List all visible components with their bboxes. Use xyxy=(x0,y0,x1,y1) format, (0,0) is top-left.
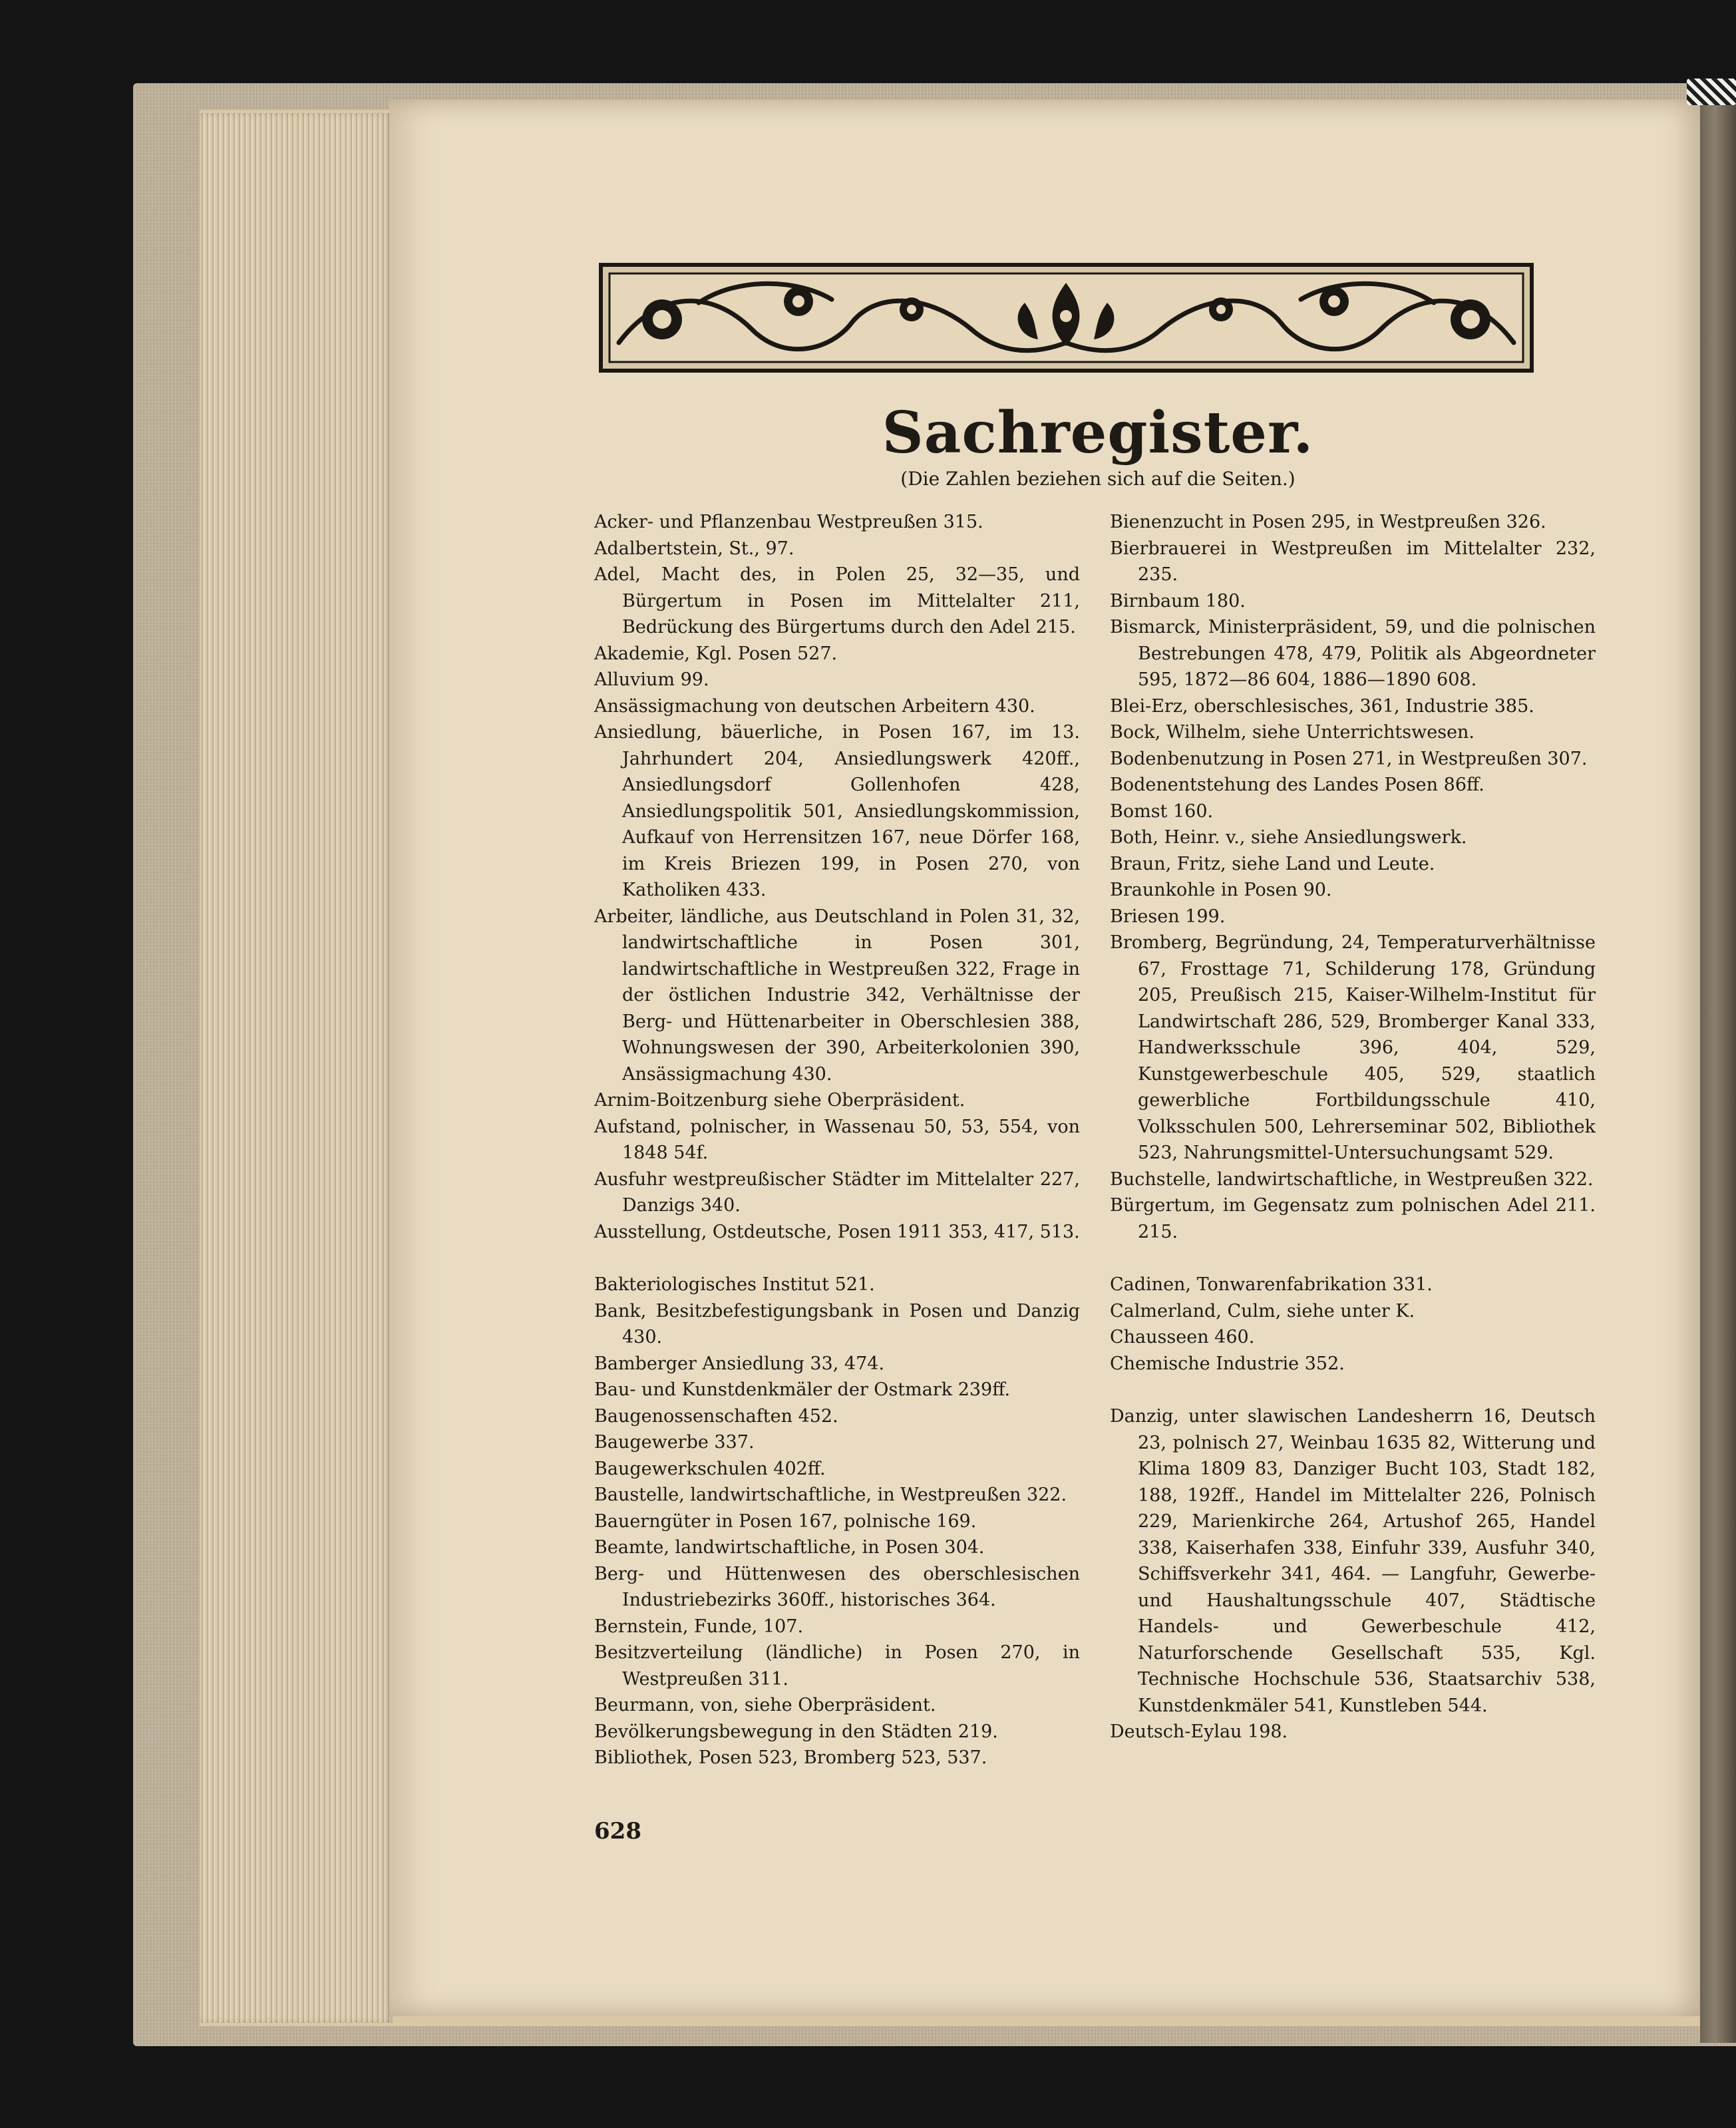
page-title: Sachregister. xyxy=(882,399,1314,466)
index-entry: Bamberger Ansiedlung 33, 474. xyxy=(594,1353,885,1374)
index-entry: Aufstand, polnischer, in Wassenau 50, 53, 554, von 1848 54f. xyxy=(594,1116,1080,1163)
index-entry: Birnbaum 180. xyxy=(1110,590,1246,612)
page-edges xyxy=(200,113,393,2023)
index-entry: Ansiedlung, bäuerliche, in Posen 167, im 13. Jahrhundert 204, Ansiedlungswerk 420ff., Ansiedlungsdorf Gollenhofen 428, Ansiedlungspolitik 501, Ansiedlungskommission, Aufkauf von Herrensitzen 167, neue Dörfer 168, im Kreis Briezen 199, in Posen 270, von Katholiken 433. xyxy=(594,722,1080,900)
page-number: 628 xyxy=(594,1818,641,1845)
index-entry: Bienenzucht in Posen 295, in Westpreußen 326. xyxy=(1110,512,1546,532)
index-entry: Acker- und Pflanzenbau Westpreußen 315. xyxy=(594,512,983,532)
index-entry: Ansässigmachung von deutschen Arbeitern 430. xyxy=(594,695,1035,717)
index-entry: Akademie, Kgl. Posen 527. xyxy=(594,643,838,664)
index-entry: Ausstellung, Ostdeutsche, Posen 1911 353, 417, 513. xyxy=(594,1221,1080,1242)
index-entry: Bernstein, Funde, 107. xyxy=(594,1616,804,1637)
index-entry: Bock, Wilhelm, siehe Unterrichtswesen. xyxy=(1110,722,1475,743)
index-entry: Both, Heinr. v., siehe Ansiedlungswerk. xyxy=(1110,827,1467,848)
index-entry: Arnim-Boitzenburg siehe Oberpräsident. xyxy=(594,1090,965,1111)
index-column-right xyxy=(1110,509,1596,1745)
index-entry: Besitzverteilung (ländliche) in Posen 270, in Westpreußen 311. xyxy=(594,1642,1080,1689)
bookmark-ribbon xyxy=(1687,79,1736,105)
index-entry: Calmerland, Culm, siehe unter K. xyxy=(1110,1300,1415,1322)
index-entry: Arbeiter, ländliche, aus Deutschland in Polen 31, 32, landwirtschaftliche in Posen 301, landwirtschaftliche in Westpreußen 322, Frage in der östlichen Industrie 342, Verhältnisse der Berg- und Hüttenarbeiter in Oberschlesien 388, Wohnungswesen der 390, Arbeiterkolonien 390, Ansässigmachung 430. xyxy=(594,906,1080,1085)
index-entry: Buchstelle, landwirtschaftliche, in Westpreußen 322. xyxy=(1110,1168,1594,1190)
index-entry: Deutsch-Eylau 198. xyxy=(1110,1721,1288,1742)
index-entry: Braun, Fritz, siehe Land und Leute. xyxy=(1110,853,1435,874)
index-entry: Beurmann, von, siehe Oberpräsident. xyxy=(594,1695,936,1715)
index-entry: Ausfuhr westpreußischer Städter im Mittelalter 227, Danzigs 340. xyxy=(594,1168,1080,1216)
index-column-left xyxy=(594,509,1080,1771)
index-entry: Bürgertum, im Gegensatz zum polnischen Adel 211. 215. xyxy=(1110,1195,1596,1242)
index-entry: Bank, Besitzbefestigungsbank in Posen und Danzig 430. xyxy=(594,1300,1080,1347)
index-entry: Bau- und Kunstdenkmäler der Ostmark 239ff. xyxy=(594,1379,1011,1400)
index-entry: Baugewerkschulen 402ff. xyxy=(594,1458,826,1479)
index-entry: Blei-Erz, oberschlesisches, 361, Industrie 385. xyxy=(1110,695,1534,717)
index-entry: Baustelle, landwirtschaftliche, in Westpreußen 322. xyxy=(594,1485,1067,1505)
section-gap xyxy=(1110,1245,1596,1272)
floral-headpiece-ornament xyxy=(599,263,1534,373)
index-entry: Adel, Macht des, in Polen 25, 32—35, und Bürgertum in Posen im Mittelalter 211, Bedrückung des Bürgertums durch den Adel 215. xyxy=(594,564,1080,637)
index-entry: Bibliothek, Posen 523, Bromberg 523, 537. xyxy=(594,1747,987,1768)
index-entry: Bevölkerungsbewegung in den Städten 219. xyxy=(594,1721,998,1742)
index-entry: Cadinen, Tonwarenfabrikation 331. xyxy=(1110,1274,1433,1295)
index-entry: Baugenossenschaften 452. xyxy=(594,1405,838,1427)
index-entry: Chemische Industrie 352. xyxy=(1110,1353,1345,1374)
index-entry: Berg- und Hüttenwesen des oberschlesischen Industriebezirks 360ff., historisches 364. xyxy=(594,1563,1080,1610)
index-entry: Bismarck, Ministerpräsident, 59, und die polnischen Bestrebungen 478, 479, Politik als Abgeordneter 595, 1872—86 604, 1886—1890 608. xyxy=(1110,617,1596,690)
index-entry: Bromberg, Begründung, 24, Temperaturverhältnisse 67, Frosttage 71, Schilderung 178, Gründung 205, Preußisch 215, Kaiser-Wilhelm-Institut für Landwirtschaft 286, 529, Bromberger Kanal 333, Handwerksschule 396, 404, 529, Kunstgewerbeschule 405, 529, staatlich gewerbliche Fortbildungsschule 410, Volksschulen 500, Lehrerseminar 502, Bibliothek 523, Nahrungsmittel-Untersuchungsamt 529. xyxy=(1110,932,1596,1163)
index-entry: Beamte, landwirtschaftliche, in Posen 304. xyxy=(594,1537,985,1558)
index-entry: Alluvium 99. xyxy=(594,669,709,690)
section-gap xyxy=(1110,1377,1596,1403)
index-entry: Bodenbenutzung in Posen 271, in Westpreußen 307. xyxy=(1110,748,1588,769)
index-entry: Bomst 160. xyxy=(1110,800,1214,822)
index-entry: Bierbrauerei in Westpreußen im Mittelalter 232, 235. xyxy=(1110,538,1596,585)
facing-page-edge xyxy=(1700,93,1736,2043)
page-subtitle: (Die Zahlen beziehen sich auf die Seiten.) xyxy=(900,468,1296,490)
index-entry: Briesen 199. xyxy=(1110,906,1226,927)
index-entry: Bakteriologisches Institut 521. xyxy=(594,1274,875,1295)
index-entry: Bodenentstehung des Landes Posen 86ff. xyxy=(1110,775,1484,795)
index-entry: Bauerngüter in Posen 167, polnische 169. xyxy=(594,1510,977,1532)
index-entry: Adalbertstein, St., 97. xyxy=(594,538,794,559)
index-entry: Danzig, unter slawischen Landesherrn 16, Deutsch 23, polnisch 27, Weinbau 1635 82, Witterung und Klima 1809 83, Danziger Bucht 103, Stadt 182, 188, 192ff., Handel im Mittelalter 226, Polnisch 229, Marienkirche 264, Artushof 265, Handel 338, Kaiserhafen 338, Einfuhr 339, Ausfuhr 340, Schiffsverkehr 341, 464. — Langfuhr, Gewerbe- und Haushaltungsschule 407, Städtische Handels- und Gewerbeschule 412, Naturforschende Gesellschaft 535, Kgl. Technische Hochschule 536, Staatsarchiv 538, Kunstdenkmäler 541, Kunstleben 544. xyxy=(1110,1406,1596,1716)
index-entry: Braunkohle in Posen 90. xyxy=(1110,880,1332,900)
section-gap xyxy=(594,1245,1080,1272)
index-entry: Chausseen 460. xyxy=(1110,1327,1255,1347)
index-entry: Baugewerbe 337. xyxy=(594,1432,755,1453)
